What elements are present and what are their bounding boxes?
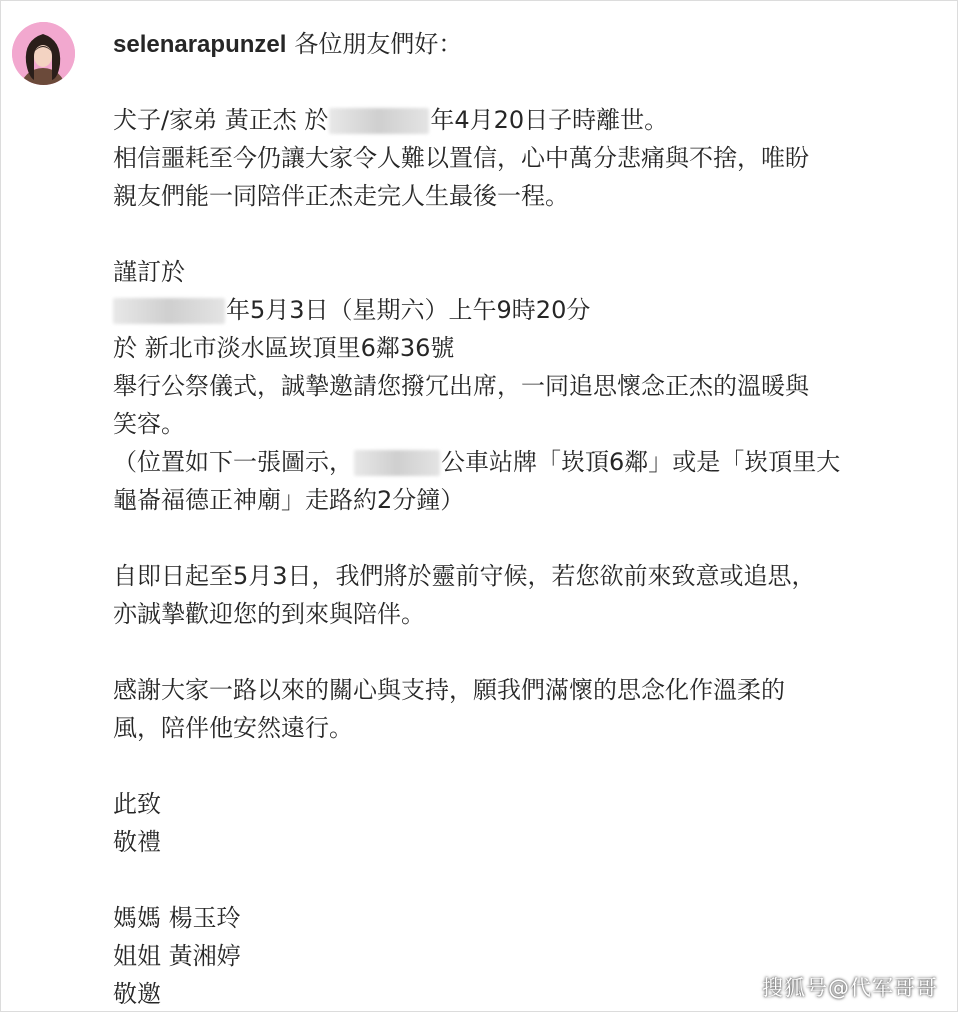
caption-line: 相信噩耗至今仍讓大家令人難以置信，心中萬分悲痛與不捨，唯盼 — [113, 144, 809, 172]
greeting-text: 各位朋友們好： — [294, 30, 463, 58]
paragraph-closing — [113, 785, 943, 861]
redacted-year — [113, 298, 225, 324]
paragraph-announcement — [113, 101, 943, 215]
caption-text: 年4月20日子時離世。 — [430, 106, 669, 134]
caption-line: 自即日起至5月3日，我們將於靈前守候，若您欲前來致意或追思， — [113, 562, 816, 590]
caption-line — [113, 291, 943, 329]
redacted-text — [354, 450, 440, 476]
caption-line: 謹訂於 — [113, 258, 185, 286]
paragraph-thanks — [113, 671, 943, 747]
caption-line: 感謝大家一路以來的關心與支持，願我們滿懷的思念化作溫柔的 — [113, 676, 785, 704]
paragraph-ceremony — [113, 253, 943, 519]
username-link[interactable]: selenarapunzel — [113, 31, 287, 58]
caption-line: 於 新北市淡水區崁頂里6鄰36號 — [113, 334, 455, 362]
caption-text: （位置如下一張圖示， — [113, 448, 353, 476]
caption-line: 敬邀 — [113, 980, 161, 1008]
caption-line: 姐姐 黃湘婷 — [113, 942, 241, 970]
caption-text: 犬子/家弟 黃正杰 於 — [113, 106, 329, 134]
caption-line: 此致 — [113, 790, 161, 818]
paragraph-vigil — [113, 557, 943, 633]
caption-line: 舉行公祭儀式，誠摯邀請您撥冗出席，一同追思懷念正杰的溫暖與 — [113, 372, 809, 400]
caption-line: 親友們能一同陪伴正杰走完人生最後一程。 — [113, 182, 569, 210]
caption-text: 年5月3日（星期六）上午9時20分 — [226, 296, 591, 324]
caption-line: 笑容。 — [113, 410, 185, 438]
caption-line: 敬禮 — [113, 828, 161, 856]
caption-line: 媽媽 楊玉玲 — [113, 904, 241, 932]
avatar[interactable] — [12, 22, 75, 85]
caption-line: 風，陪伴他安然遠行。 — [113, 714, 353, 742]
caption-text: 公車站牌「崁頂6鄰」或是「崁頂里大 — [441, 448, 841, 476]
caption-line — [113, 101, 943, 139]
caption-line — [113, 443, 943, 481]
caption-header — [113, 24, 943, 64]
redacted-year — [329, 108, 429, 134]
caption-line: 龜崙福德正神廟」走路約2分鐘） — [113, 486, 465, 514]
avatar-image — [12, 22, 75, 85]
watermark-text: 搜狐号@代军哥哥 — [762, 976, 938, 1000]
caption-line: 亦誠摯歡迎您的到來與陪伴。 — [113, 600, 425, 628]
post-caption — [113, 24, 943, 1013]
